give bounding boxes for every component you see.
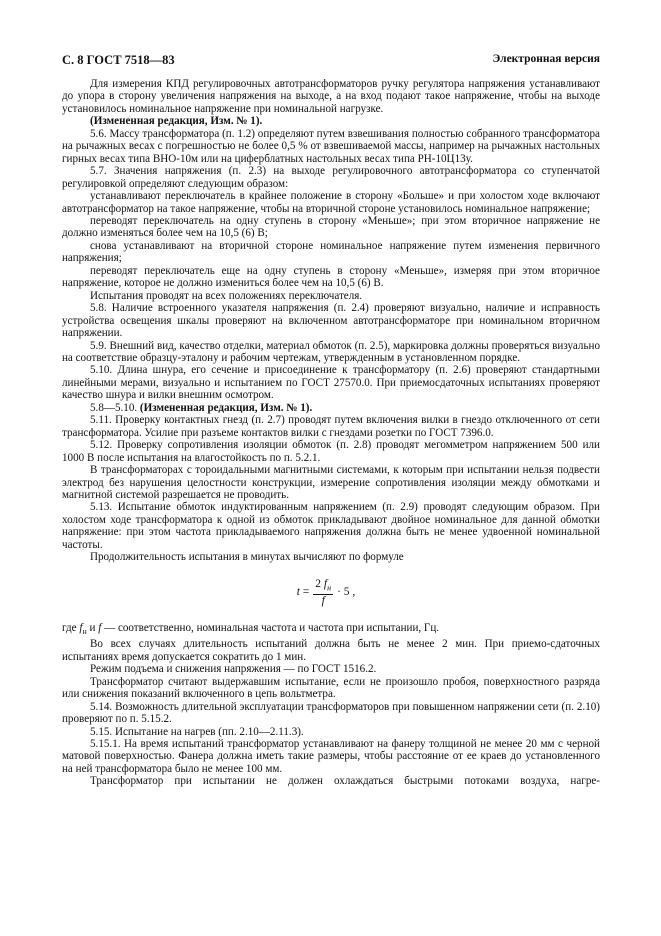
paragraph-text: 5.13. Испытание обмоток индуктированным напряжением (п. 2.9) проводят следующим образом. При холостом ходе трансформатора к одной из обмоток прикладывают двойное номинальное для данной обмотки напряжение: при этом частота прикладываемого напряжения должна быть не менее удвоенной номинальной частоты.	[62, 501, 600, 551]
formula-legend	[62, 622, 600, 639]
paragraph	[62, 290, 600, 302]
paragraph	[62, 738, 600, 775]
paragraph-text: 5.7. Значения напряжения (п. 2.3) на выходе регулировочного автотрансформатора со ступенчатой регулировкой определяют следующим образом:	[62, 165, 600, 190]
paragraph-text: 5.10. Длина шнура, его сечение и присоединение к трансформатору (п. 2.6) проверяют стандартными линейными мерами, визуально и испытанием по ГОСТ 27570.0. При приемосдаточных испытаниях проверяют качество шнура и вилки внешним осмотром.	[62, 364, 600, 402]
var-f-nominal: f	[79, 621, 83, 634]
amendment-note: (Измененная редакция, Изм. № 1).	[139, 401, 313, 414]
paragraph	[62, 215, 600, 240]
paragraph-text: 5.8. Наличие встроенного указателя напряжения (п. 2.4) проверяют визуально, наличие и исправность устройства освещения шкалы проверяют на включенном автотрансформаторе при номинальном вторичном напряжении.	[62, 302, 600, 340]
paragraph	[62, 501, 600, 551]
formula-fraction	[313, 578, 333, 607]
paragraph	[62, 464, 600, 501]
paragraph	[62, 165, 600, 190]
paragraph	[62, 638, 600, 663]
where-and: и	[86, 621, 99, 634]
paragraph-text: 5.11. Проверку контактных гнезд (п. 2.7) проводят путем включения вилки в гнездо отключенного от сети трансформатора. Усилие при разъеме контактов вилки с гнездами розетки по ГОСТ 7396.0.	[62, 414, 600, 439]
paragraph	[62, 439, 600, 464]
formula-coefficient: 2	[315, 578, 322, 591]
paragraph-text: снова устанавливают на вторичной стороне номинальное напряжение путем изменения первичного напряжения;	[62, 239, 600, 265]
paragraph	[62, 240, 600, 265]
where-description: — соответственно, номинальная частота и частота при испытании, Гц.	[101, 621, 440, 634]
paragraphs-before-formula	[62, 78, 600, 564]
paragraph	[62, 128, 600, 165]
document-reference: С. 8 ГОСТ 7518—83	[62, 53, 175, 67]
paragraph-text: устанавливают переключатель в крайнее положение в сторону «Больше» и при холостом ходе включают автотрансформатор на такое напряжение, чтобы на вторичной стороне установилось номинальное напряжение;	[62, 190, 600, 215]
formula-multiplier: · 5 ,	[337, 586, 356, 599]
paragraph	[62, 302, 600, 339]
paragraph	[62, 115, 600, 127]
paragraph	[62, 414, 600, 439]
paragraph	[62, 676, 600, 701]
paragraph	[62, 78, 600, 115]
paragraph-text: Трансформатор при испытании не должен охлаждаться быстрыми потоками воздуха, нагре-	[90, 775, 600, 788]
page-header	[62, 53, 600, 68]
paragraph-text: переводят переключатель на одну ступень в сторону «Меньше»; при этом вторичное напряжение не должно изменяться более чем на 10,5 (6) В;	[62, 214, 600, 240]
edition-label: Электронная версия	[492, 53, 600, 65]
paragraph	[62, 775, 600, 787]
paragraph	[62, 364, 600, 401]
paragraph-text: В трансформаторах с тороидальными магнитными системами, к которым при испытании нельзя подвести электрод без нарушения целостности конструкции, измерение сопротивления изоляции между обмотками и магнитной системой разрешается не проводить.	[62, 464, 600, 501]
where-prefix: где	[62, 621, 80, 634]
paragraph-text: 5.15. Испытание на нагрев (пп. 2.10—2.11.3).	[90, 725, 304, 738]
formula-numerator-var: f	[323, 578, 328, 591]
paragraph	[62, 726, 600, 738]
var-f: f	[98, 621, 102, 634]
paragraph	[62, 551, 600, 563]
paragraph	[62, 663, 600, 675]
paragraph-text: Для измерения КПД регулировочных автотрансформаторов ручку регулятора напряжения устанавливают до упора в сторону увеличения напряжения на выходе, а на вход подают такое напряжение, чтобы на выходе установилось номинальное напряжение при номинальной нагрузке.	[62, 78, 600, 115]
paragraph	[62, 701, 600, 726]
paragraphs-after-formula	[62, 638, 600, 787]
formula-numerator-sub: н	[327, 583, 332, 593]
formula-equals: =	[302, 586, 310, 599]
var-f-nominal-sub: н	[82, 626, 87, 636]
paragraph-text: 5.8—5.10.	[90, 401, 140, 414]
paragraph	[62, 340, 600, 365]
document-body	[62, 78, 600, 788]
paragraph-text: Во всех случаях длительность испытаний должна быть не менее 2 мин. При приемо-сдаточных испытаниях время допускается сократить до 1 мин.	[62, 638, 600, 663]
paragraph-text: Режим подъема и снижения напряжения — по ГОСТ 1516.2.	[90, 663, 377, 676]
paragraph-text: Испытания проводят на всех положениях переключателя.	[90, 289, 363, 302]
amendment-note: (Измененная редакция, Изм. № 1).	[90, 115, 263, 128]
paragraph-text: Продолжительность испытания в минутах вычисляют по формуле	[90, 551, 404, 564]
paragraph-text: 5.9. Внешний вид, качество отделки, материал обмоток (п. 2.5), маркировка должны проверяться визуально на соответствие образцу-эталону и рабочим чертежам, утвержденным в установленном порядке.	[62, 339, 600, 364]
paragraph-text: переводят переключатель еще на одну ступень в сторону «Меньше», измеряя при этом вторичное напряжение, которое не должно измениться более чем на 10,5 (6) В.	[62, 264, 600, 290]
paragraph-text: 5.6. Массу трансформатора (п. 1.2) определяют путем взвешивания полностью собранного трансформатора на рычажных весах с погрешностью не более 0,5 % от взвешиваемой массы, например на рычажных настольных гирных весах типа ВНО-10м или на циферблатных настольных весах типа РН-10Ц13у.	[62, 127, 600, 165]
paragraph	[62, 265, 600, 290]
paragraph	[62, 402, 600, 414]
formula-denominator: f	[321, 595, 325, 608]
paragraph-text: 5.14. Возможность длительной эксплуатации трансформаторов при повышенном напряжении сети (п. 2.10) проверяют по п. 5.15.2.	[62, 700, 600, 726]
formula	[52, 564, 600, 622]
paragraph-text: 5.12. Проверку сопротивления изоляции обмоток (п. 2.8) проводят мегомметром напряжением 500 или 1000 В после испытания на влагостойкость по п. 5.2.1.	[62, 439, 600, 464]
paragraph-text: Трансформатор считают выдержавшим испытание, если не произошло пробоя, поверхностного разряда или снижения показаний включенного в цепь вольтметра.	[62, 675, 600, 701]
paragraph-text: 5.15.1. На время испытаний трансформатор устанавливают на фанеру толщиной не менее 20 мм с черной матовой поверхностью. Фанера должна иметь такие размеры, чтобы расстояние от ее краев до установленного на ней трансформатора было не менее 100 мм.	[62, 737, 600, 775]
paragraph	[62, 190, 600, 215]
formula-lhs: t	[296, 586, 300, 599]
